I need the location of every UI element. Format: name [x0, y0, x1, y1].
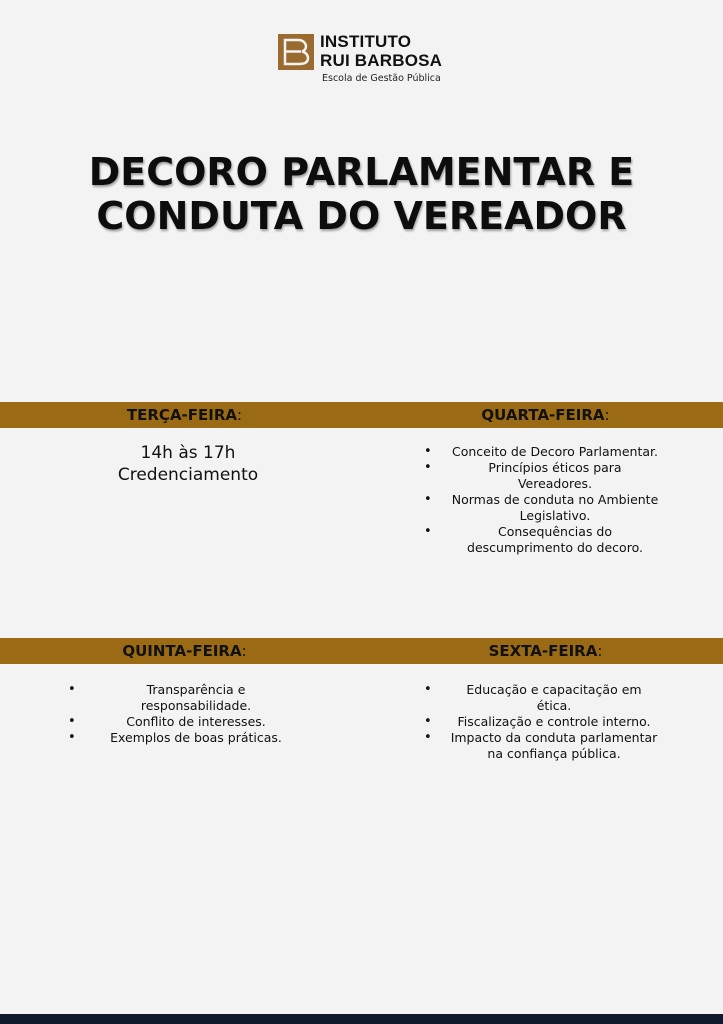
tuesday-activity: Credenciamento — [117, 465, 259, 485]
footer-bar — [0, 1014, 723, 1024]
tuesday-time: 14h às 17h — [140, 443, 236, 463]
day-tuesday: TERÇA-FEIRA: — [126, 406, 243, 424]
list-item: • Educação e capacitação em ética. — [424, 682, 664, 714]
day-thursday: QUINTA-FEIRA: — [122, 642, 247, 660]
institute-name-line1: INSTITUTO — [320, 32, 412, 51]
list-item: • Normas de conduta no Ambiente Legislativo. — [424, 492, 666, 524]
list-item: • Exemplos de boas práticas. — [68, 730, 304, 746]
institute-logo — [278, 32, 442, 84]
institute-subtitle: Escola de Gestão Pública — [322, 73, 441, 84]
list-item: • Impacto da conduta parlamentar na confiança pública. — [424, 730, 664, 762]
list-item: • Transparência e responsabilidade. — [68, 682, 304, 714]
day-wednesday: QUARTA-FEIRA: — [481, 406, 610, 424]
tuesday-content — [60, 442, 316, 486]
list-item: • Conflito de interesses. — [68, 714, 304, 730]
list-item: • Consequências do descumprimento do decoro. — [424, 524, 666, 556]
title-line2: CONDUTA DO VEREADOR — [96, 194, 627, 238]
list-item: • Princípios éticos para Vereadores. — [424, 460, 666, 492]
list-item: • Conceito de Decoro Parlamentar. — [424, 444, 666, 460]
day-header-band-bottom — [0, 638, 723, 664]
day-friday: SEXTA-FEIRA: — [488, 642, 603, 660]
page-title — [0, 150, 723, 238]
day-header-band-top — [0, 402, 723, 428]
list-item: • Fiscalização e controle interno. — [424, 714, 664, 730]
ib-monogram-icon — [278, 34, 314, 70]
institute-name-line2: RUI BARBOSA — [320, 51, 443, 70]
title-line1: DECORO PARLAMENTAR E — [88, 150, 635, 194]
friday-topics — [424, 682, 664, 762]
wednesday-topics — [424, 444, 666, 556]
thursday-topics — [68, 682, 304, 746]
